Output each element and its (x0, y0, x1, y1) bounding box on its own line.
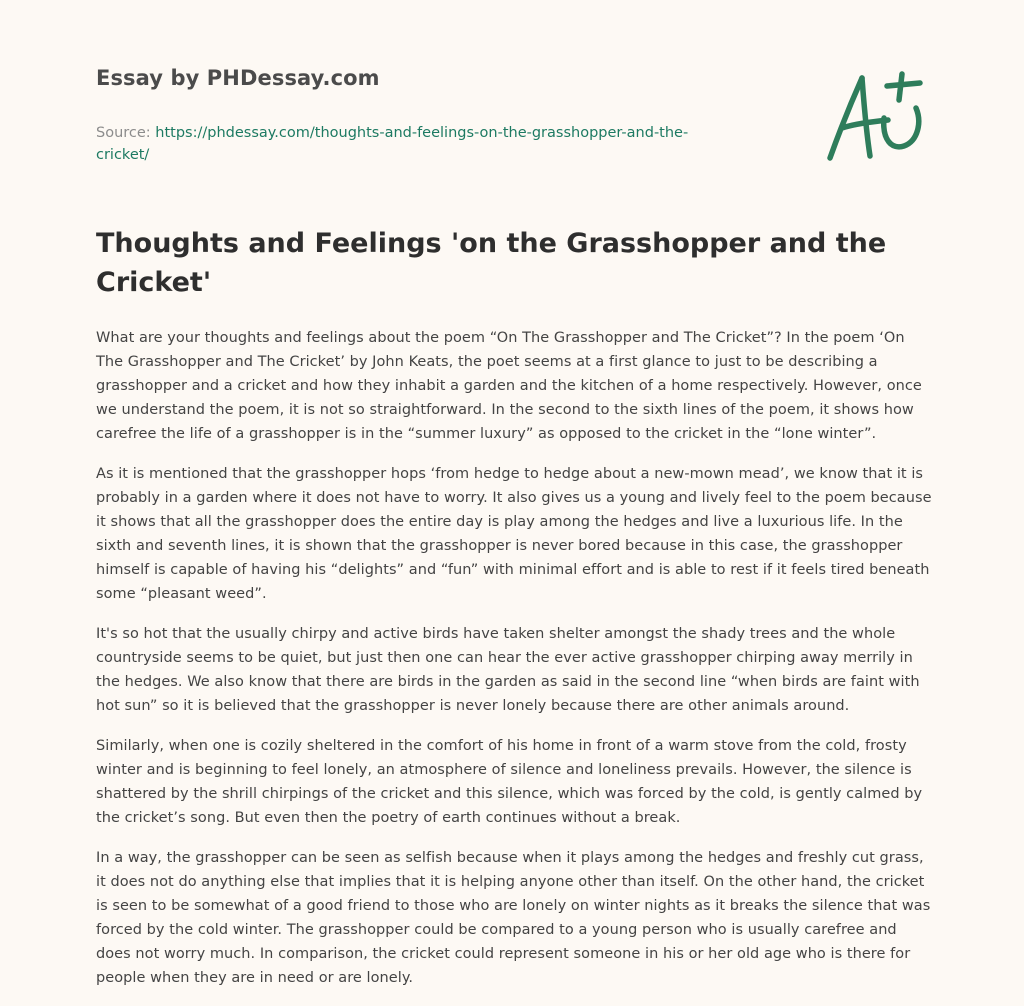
source-label: Source: (96, 125, 151, 141)
source-link[interactable]: https://phdessay.com/thoughts-and-feelings-on-the-grasshopper-and-the-cricket/ (96, 125, 689, 163)
paragraph: It's so hot that the usually chirpy and active birds have taken shelter amongst the shady trees and the whole countryside seems to be quiet, but just then one can hear the ever active grasshopper chirping away merrily in the hedges. We also know that there are birds in the garden as said in the second line “when birds are faint with hot sun” so it is believed that the grasshopper is never lonely because there are other animals around. (96, 626, 920, 714)
essay-body (96, 326, 932, 1006)
header (96, 62, 736, 166)
paragraph: What are your thoughts and feelings about the poem “On The Grasshopper and The Cricket”? In the poem ‘On The Grasshopper and The Cricket’ by John Keats, the poet seems at a first glance to just to be describing a grasshopper and a cricket and how they inhabit a garden and the kitchen of a home respectively. However, once we understand the poem, it is not so straightforward. In the second to the sixth lines of the poem, it shows how carefree the life of a grasshopper is in the “summer luxury” as opposed to the cricket in the “lone winter”. (96, 330, 922, 442)
page-title: Thoughts and Feelings 'on the Grasshopper and the Cricket' (96, 228, 887, 298)
paragraph: In a way, the grasshopper can be seen as selfish because when it plays among the hedges and freshly cut grass, it does not do anything else that implies that it is helping anyone other than itself. On the other hand, the cricket is seen to be somewhat of a good friend to those who are lonely on winter nights as it breaks the silence that was forced by the cold winter. The grasshopper could be compared to a young person who is usually carefree and does not worry much. In comparison, the cricket could represent someone in his or her old age who is there for people when they are in need or are lonely. (96, 850, 931, 986)
paragraph: Similarly, when one is cozily sheltered in the comfort of his home in front of a warm stove from the cold, frosty winter and is beginning to feel lonely, an atmosphere of silence and loneliness prevails. However, the silence is shattered by the shrill chirpings of the cricket and this silence, which was forced by the cold, is gently calmed by the cricket’s song. But even then the poetry of earth continues without a break. (96, 738, 923, 826)
site-brand: Essay by PHDessay.com (96, 66, 380, 90)
a-plus-logo-icon (820, 70, 930, 165)
source-line (96, 122, 716, 166)
paragraph: As it is mentioned that the grasshopper hops ‘from hedge to hedge about a new-mown mead’, we know that it is probably in a garden where it does not have to worry. It also gives us a young and lively feel to the poem because it shows that all the grasshopper does the entire day is play among the hedges and live a luxurious life. In the sixth and seventh lines, it is shown that the grasshopper is never bored because in this case, the grasshopper himself is capable of having his “delights” and “fun” with minimal effort and is able to rest if it feels tired beneath some “pleasant weed”. (96, 466, 932, 602)
